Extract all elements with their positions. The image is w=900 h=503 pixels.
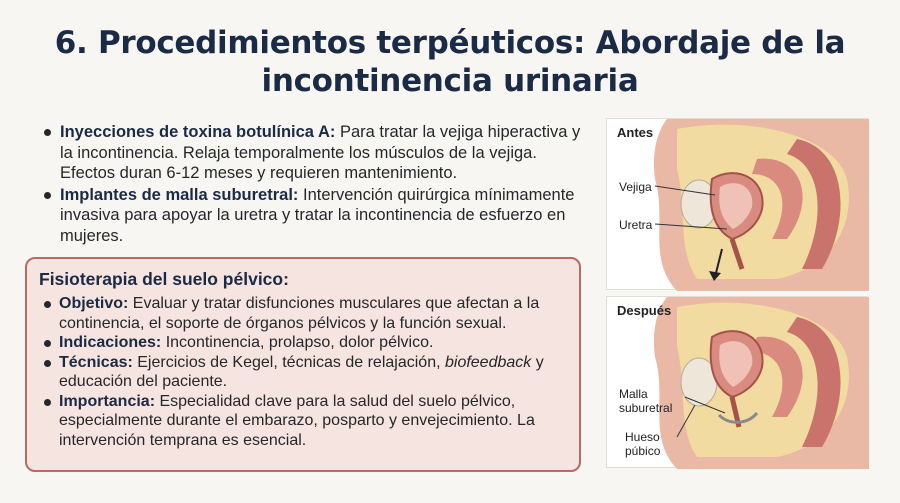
label-pubic-bone	[625, 430, 660, 458]
diagram-heading: Después	[617, 303, 672, 318]
item-text: Incontinencia, prolapso, dolor pélvico.	[161, 334, 434, 351]
bullet-term: Inyecciones de toxina botulínica A:	[60, 123, 336, 141]
item-term: Indicaciones:	[59, 334, 162, 351]
diagram-heading: Antes	[617, 125, 654, 140]
item-italic: biofeedback	[444, 353, 532, 371]
label-mesh-line1: Malla	[619, 387, 648, 401]
page-title: 6. Procedimientos terpéuticos: Abordaje de la incontinencia urinaria	[54, 25, 846, 99]
list-item	[39, 333, 565, 353]
list-item	[39, 353, 565, 392]
item-text: y educación del paciente.	[59, 353, 544, 390]
label-mesh-line2: suburetral	[619, 401, 673, 415]
label-mesh	[619, 387, 672, 415]
item-term: Importancia:	[59, 392, 156, 410]
anatomy-diagram-before	[606, 118, 868, 290]
item-text: Evaluar y tratar disfunciones musculares que afectan a la continencia, el soporte de órganos pélvicos y la función sexual.	[59, 295, 540, 332]
physio-list	[39, 294, 565, 450]
item-term: Objetivo:	[59, 295, 129, 312]
list-item	[39, 392, 565, 451]
bullet-text: Para tratar la vejiga hiperactiva y la incontinencia. Relaja temporalmente los músculos de la vejiga. Efectos duran 6-12 meses y requieren mantenimiento.	[60, 123, 581, 182]
procedure-list	[42, 122, 582, 247]
label-bone-line2: púbico	[625, 444, 661, 458]
label-urethra: Uretra	[619, 218, 653, 232]
item-term: Técnicas:	[59, 353, 133, 371]
item-text: Especialidad clave para la salud del suelo pélvico, especialmente durante el embarazo, posparto y envejecimiento. La intervención temprana es esencial.	[59, 392, 535, 449]
list-item	[39, 294, 565, 333]
physio-title: Fisioterapia del suelo pélvico:	[39, 269, 289, 289]
label-bone-line1: Hueso	[625, 430, 660, 444]
label-bladder: Vejiga	[619, 180, 652, 194]
physio-box	[25, 257, 581, 472]
bullet-term: Implantes de malla suburetral:	[60, 185, 299, 204]
pelvis-illustration-before	[607, 119, 869, 291]
list-item	[42, 185, 582, 247]
bullet-text: Intervención quirúrgica mínimamente invasiva para apoyar la uretra y tratar la incontinencia de esfuerzo en mujeres.	[60, 185, 575, 245]
anatomy-diagram-after	[606, 296, 868, 468]
item-text: Ejercicios de Kegel, técnicas de relajación,	[132, 353, 445, 371]
list-item	[42, 122, 582, 184]
